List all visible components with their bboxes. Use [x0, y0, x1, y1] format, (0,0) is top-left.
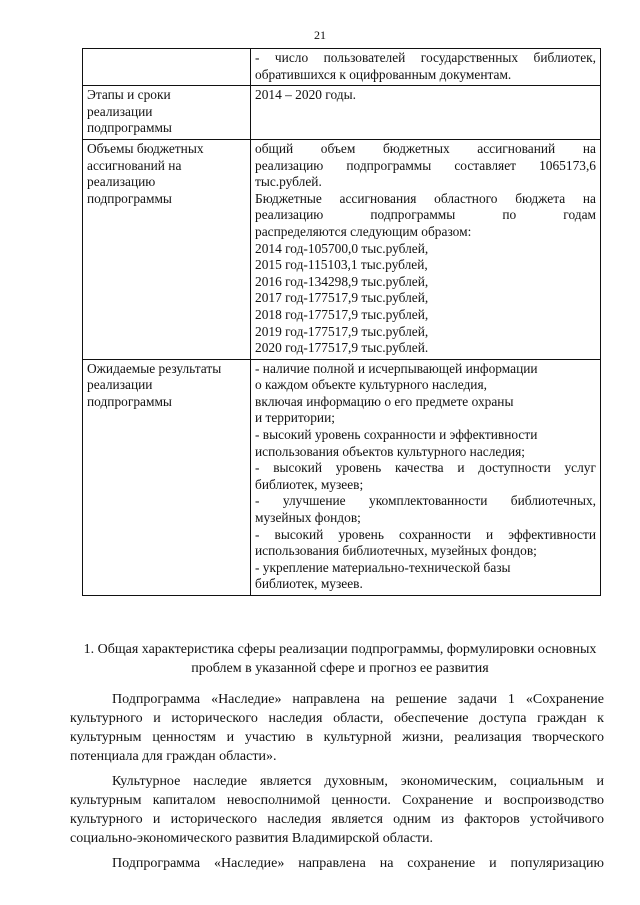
row-value-line: общий объем бюджетных ассигнований на: [255, 140, 596, 156]
row-value-line: 2019 год-177517,9 тыс.рублей,: [255, 323, 429, 339]
row-value-line: включая информацию о его предмете охраны: [255, 393, 514, 409]
row-value-line: библиотек, музеев.: [255, 576, 363, 592]
row-value-line: Бюджетные ассигнования областного бюджета на: [255, 190, 596, 206]
row-value-line: тыс.рублей.: [255, 174, 322, 190]
row-value-line: 2017 год-177517,9 тыс.рублей,: [255, 290, 429, 306]
row-label-line: подпрограммы: [87, 393, 172, 409]
row-value-line: 2014 год-105700,0 тыс.рублей,: [255, 240, 429, 256]
row-value-line: - высокий уровень качества и доступности услуг: [255, 460, 596, 476]
row-label-cell: [83, 49, 251, 86]
row-value-line: 2014 – 2020 годы.: [255, 87, 356, 103]
row-value-line: обратившихся к оцифрованным документам.: [255, 66, 512, 82]
row-label-line: подпрограммы: [87, 190, 172, 206]
row-label-line: Ожидаемые результаты: [87, 360, 222, 376]
paragraph: Культурное наследие является духовным, экономическим, социальным и культурным капиталом невосполнимой ценности. Сохранение и воспроизводство культурного и исторического наследия является одним из факторов устойчивого социально-экономического развития Владимирской области.: [70, 774, 604, 846]
table-row: [83, 86, 601, 140]
row-value-line: - укрепление материально-технической базы: [255, 559, 511, 575]
row-value-line: о каждом объекте культурного наследия,: [255, 377, 487, 393]
row-value-line: 2015 год-115103,1 тыс.рублей,: [255, 257, 428, 273]
paragraph: Подпрограмма «Наследие» направлена на сохранение и популяризацию: [112, 856, 604, 871]
row-value-line: реализацию подпрограммы по годам: [255, 207, 596, 223]
body-text: [70, 690, 604, 879]
row-label-line: подпрограммы: [87, 120, 172, 136]
row-value-line: использования библиотечных, музейных фондов;: [255, 543, 537, 559]
row-label-line: реализации: [87, 103, 153, 119]
row-value-line: библиотек, музеев;: [255, 476, 364, 492]
row-label-line: Этапы и сроки: [87, 87, 171, 103]
row-value-line: - число пользователей государственных библиотек,: [255, 50, 596, 65]
row-label-line: ассигнований на: [87, 157, 182, 173]
row-value-line: - наличие полной и исчерпывающей информации: [255, 360, 538, 376]
row-value-cell: [251, 359, 601, 595]
row-value-line: 2016 год-134298,9 тыс.рублей,: [255, 273, 429, 289]
table-row: [83, 139, 601, 359]
row-value-line: музейных фондов;: [255, 510, 361, 526]
row-value-cell: [251, 86, 601, 140]
row-value-line: 2020 год-177517,9 тыс.рублей.: [255, 340, 429, 356]
row-value-line: реализацию подпрограммы составляет 1065173,6: [255, 157, 596, 173]
row-value-line: и территории;: [255, 410, 335, 426]
row-value-line: использования объектов культурного наследия;: [255, 443, 526, 459]
section-heading: 1. Общая характеристика сферы реализации подпрограммы, формулировки основных проблем в указанной сфере и прогноз ее развития: [83, 642, 597, 676]
row-value-line: - высокий уровень сохранности и эффективности: [255, 526, 596, 542]
table-row: [83, 49, 601, 86]
row-value-line: 2018 год-177517,9 тыс.рублей,: [255, 306, 429, 322]
paragraph: Подпрограмма «Наследие» направлена на решение задачи 1 «Сохранение культурного и исторического наследия области, обеспечение доступа граждан к культурным ценностям и участию в культурной жизни, реализация творческого потенциала для граждан области».: [70, 692, 604, 764]
row-label-cell: [83, 86, 251, 140]
row-value-cell: [251, 139, 601, 359]
row-label-cell: [83, 359, 251, 595]
row-label-line: реализации: [87, 377, 153, 393]
row-label-line: реализацию: [87, 174, 156, 190]
page-number: 21: [314, 28, 326, 42]
row-value-line: - улучшение укомплектованности библиотечных,: [255, 493, 596, 509]
row-label-cell: [83, 139, 251, 359]
row-label-line: Объемы бюджетных: [87, 140, 204, 156]
row-value-cell: [251, 49, 601, 86]
subprogram-passport-table: [82, 48, 601, 596]
row-value-line: распределяются следующим образом:: [255, 223, 472, 239]
table-row: [83, 359, 601, 595]
row-value-line: - высокий уровень сохранности и эффективности: [255, 427, 538, 443]
